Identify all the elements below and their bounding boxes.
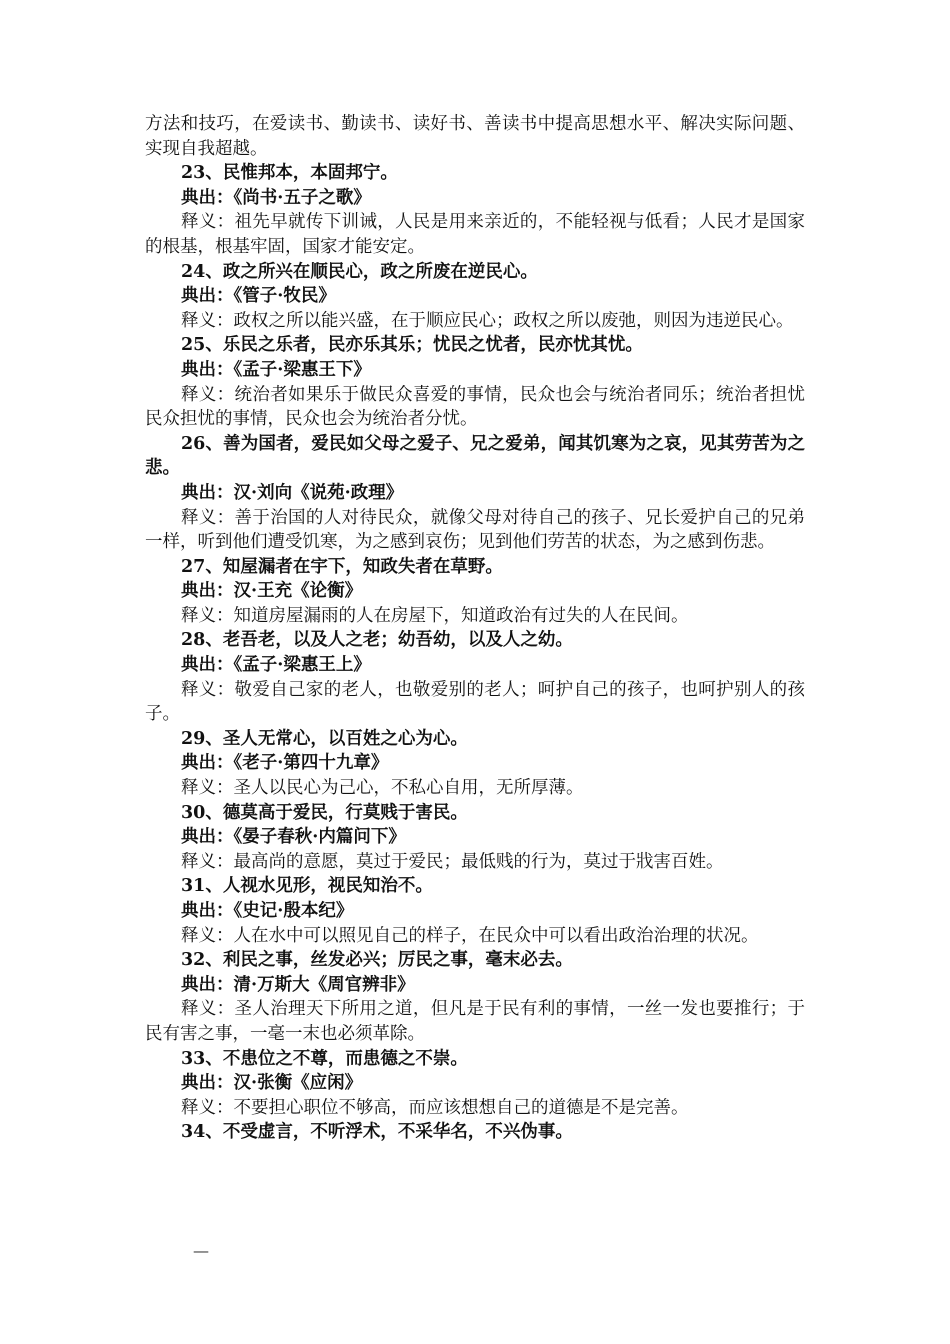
entry-meaning: 释义：圣人治理天下所用之道，但凡是于民有利的事情，一丝一发也要推行；于民有害之事，一毫一末也必须革除。	[145, 999, 805, 1044]
entry-meaning: 释义：统治者如果乐于做民众喜爱的事情，民众也会与统治者同乐；统治者担忧民众担忧的事情，民众也会为统治者分忧。	[145, 384, 805, 430]
entry-source: 典出：《孟子·梁惠王上》	[181, 655, 371, 676]
entry-source: 典出：《管子·牧民》	[181, 286, 336, 307]
entry-meaning: 释义：政权之所以能兴盛，在于顺应民心；政权之所以废弛，则因为违逆民心。	[181, 310, 794, 331]
page-footer-mark: —	[193, 1241, 209, 1260]
entry-title: 28、老吾老，以及人之老；幼吾幼，以及人之幼。	[181, 630, 573, 651]
entry-title: 24、政之所兴在顺民心，政之所废在逆民心。	[181, 261, 538, 282]
entry-title: 31、人视水见形，视民知治不。	[181, 876, 433, 897]
entry-title: 33、不患位之不尊，而患德之不崇。	[181, 1048, 468, 1069]
entry-meaning: 释义：祖先早就传下训诫，人民是用来亲近的，不能轻视与低看；人民才是国家的根基，根基牢固，国家才能安定。	[145, 212, 805, 257]
entry-source: 典出：《史记·殷本纪》	[181, 901, 354, 921]
entry-meaning: 释义：知道房屋漏雨的人在房屋下，知道政治有过失的人在民间。	[181, 605, 689, 626]
entry-title: 30、德莫高于爱民，行莫贱于害民。	[181, 802, 468, 823]
entry-source: 典出：汉·王充《论衡》	[181, 581, 363, 602]
entry-meaning: 释义：敬爱自己家的老人，也敬爱别的老人；呵护自己的孩子，也呵护别人的孩子。	[145, 679, 805, 725]
entry-source: 典出：汉·张衡《应闲》	[181, 1073, 363, 1094]
entry-source: 典出：清·万斯大《周官辨非》	[181, 974, 415, 995]
entry-source: 典出：《尚书·五子之歌》	[181, 187, 371, 208]
entry-title: 29、圣人无常心，以百姓之心为心。	[181, 728, 468, 749]
entry-meaning: 释义：不要担心职位不够高，而应该想想自己的道德是不是完善。	[181, 1097, 689, 1118]
entry-source: 典出：汉·刘向《说苑·政理》	[181, 482, 404, 503]
entry-source: 典出：《孟子·梁惠王下》	[181, 359, 371, 380]
entry-meaning: 释义：圣人以民心为己心，不私心自用，无所厚薄。	[181, 778, 584, 799]
entry-source: 典出：《晏子春秋·内篇问下》	[181, 827, 406, 848]
document-page	[145, 112, 805, 1145]
entry-title: 23、民惟邦本，本固邦宁。	[181, 163, 398, 184]
entry-title-34: 34、不受虚言，不听浮术，不采华名，不兴伪事。	[181, 1122, 573, 1143]
entry-title: 26、善为国者，爱民如父母之爱子、兄之爱弟，闻其饥寒为之哀，见其劳苦为之悲。	[145, 433, 805, 479]
entry-title: 27、知屋漏者在宇下，知政失者在草野。	[181, 556, 503, 577]
entry-title: 25、乐民之乐者，民亦乐其乐；忧民之忧者，民亦忧其忧。	[181, 335, 643, 356]
entry-meaning: 释义：最高尚的意愿，莫过于爱民；最低贱的行为，莫过于戕害百姓。	[181, 851, 724, 872]
entry-meaning: 释义：善于治国的人对待民众，就像父母对待自己的孩子、兄长爱护自己的兄弟一样，听到他们遭受饥寒，为之感到哀伤；见到他们劳苦的状态，为之感到伤悲。	[145, 507, 805, 553]
entry-meaning: 释义：人在水中可以照见自己的样子，在民众中可以看出政治治理的状况。	[181, 925, 759, 946]
intro-paragraph: 方法和技巧，在爱读书、勤读书、读好书、善读书中提高思想水平、解决实际问题、实现自我超越。	[145, 114, 805, 159]
entry-title: 32、利民之事，丝发必兴；厉民之事，毫末必去。	[181, 950, 573, 971]
entries-list	[145, 161, 805, 1120]
entry-source: 典出：《老子·第四十九章》	[181, 753, 389, 774]
